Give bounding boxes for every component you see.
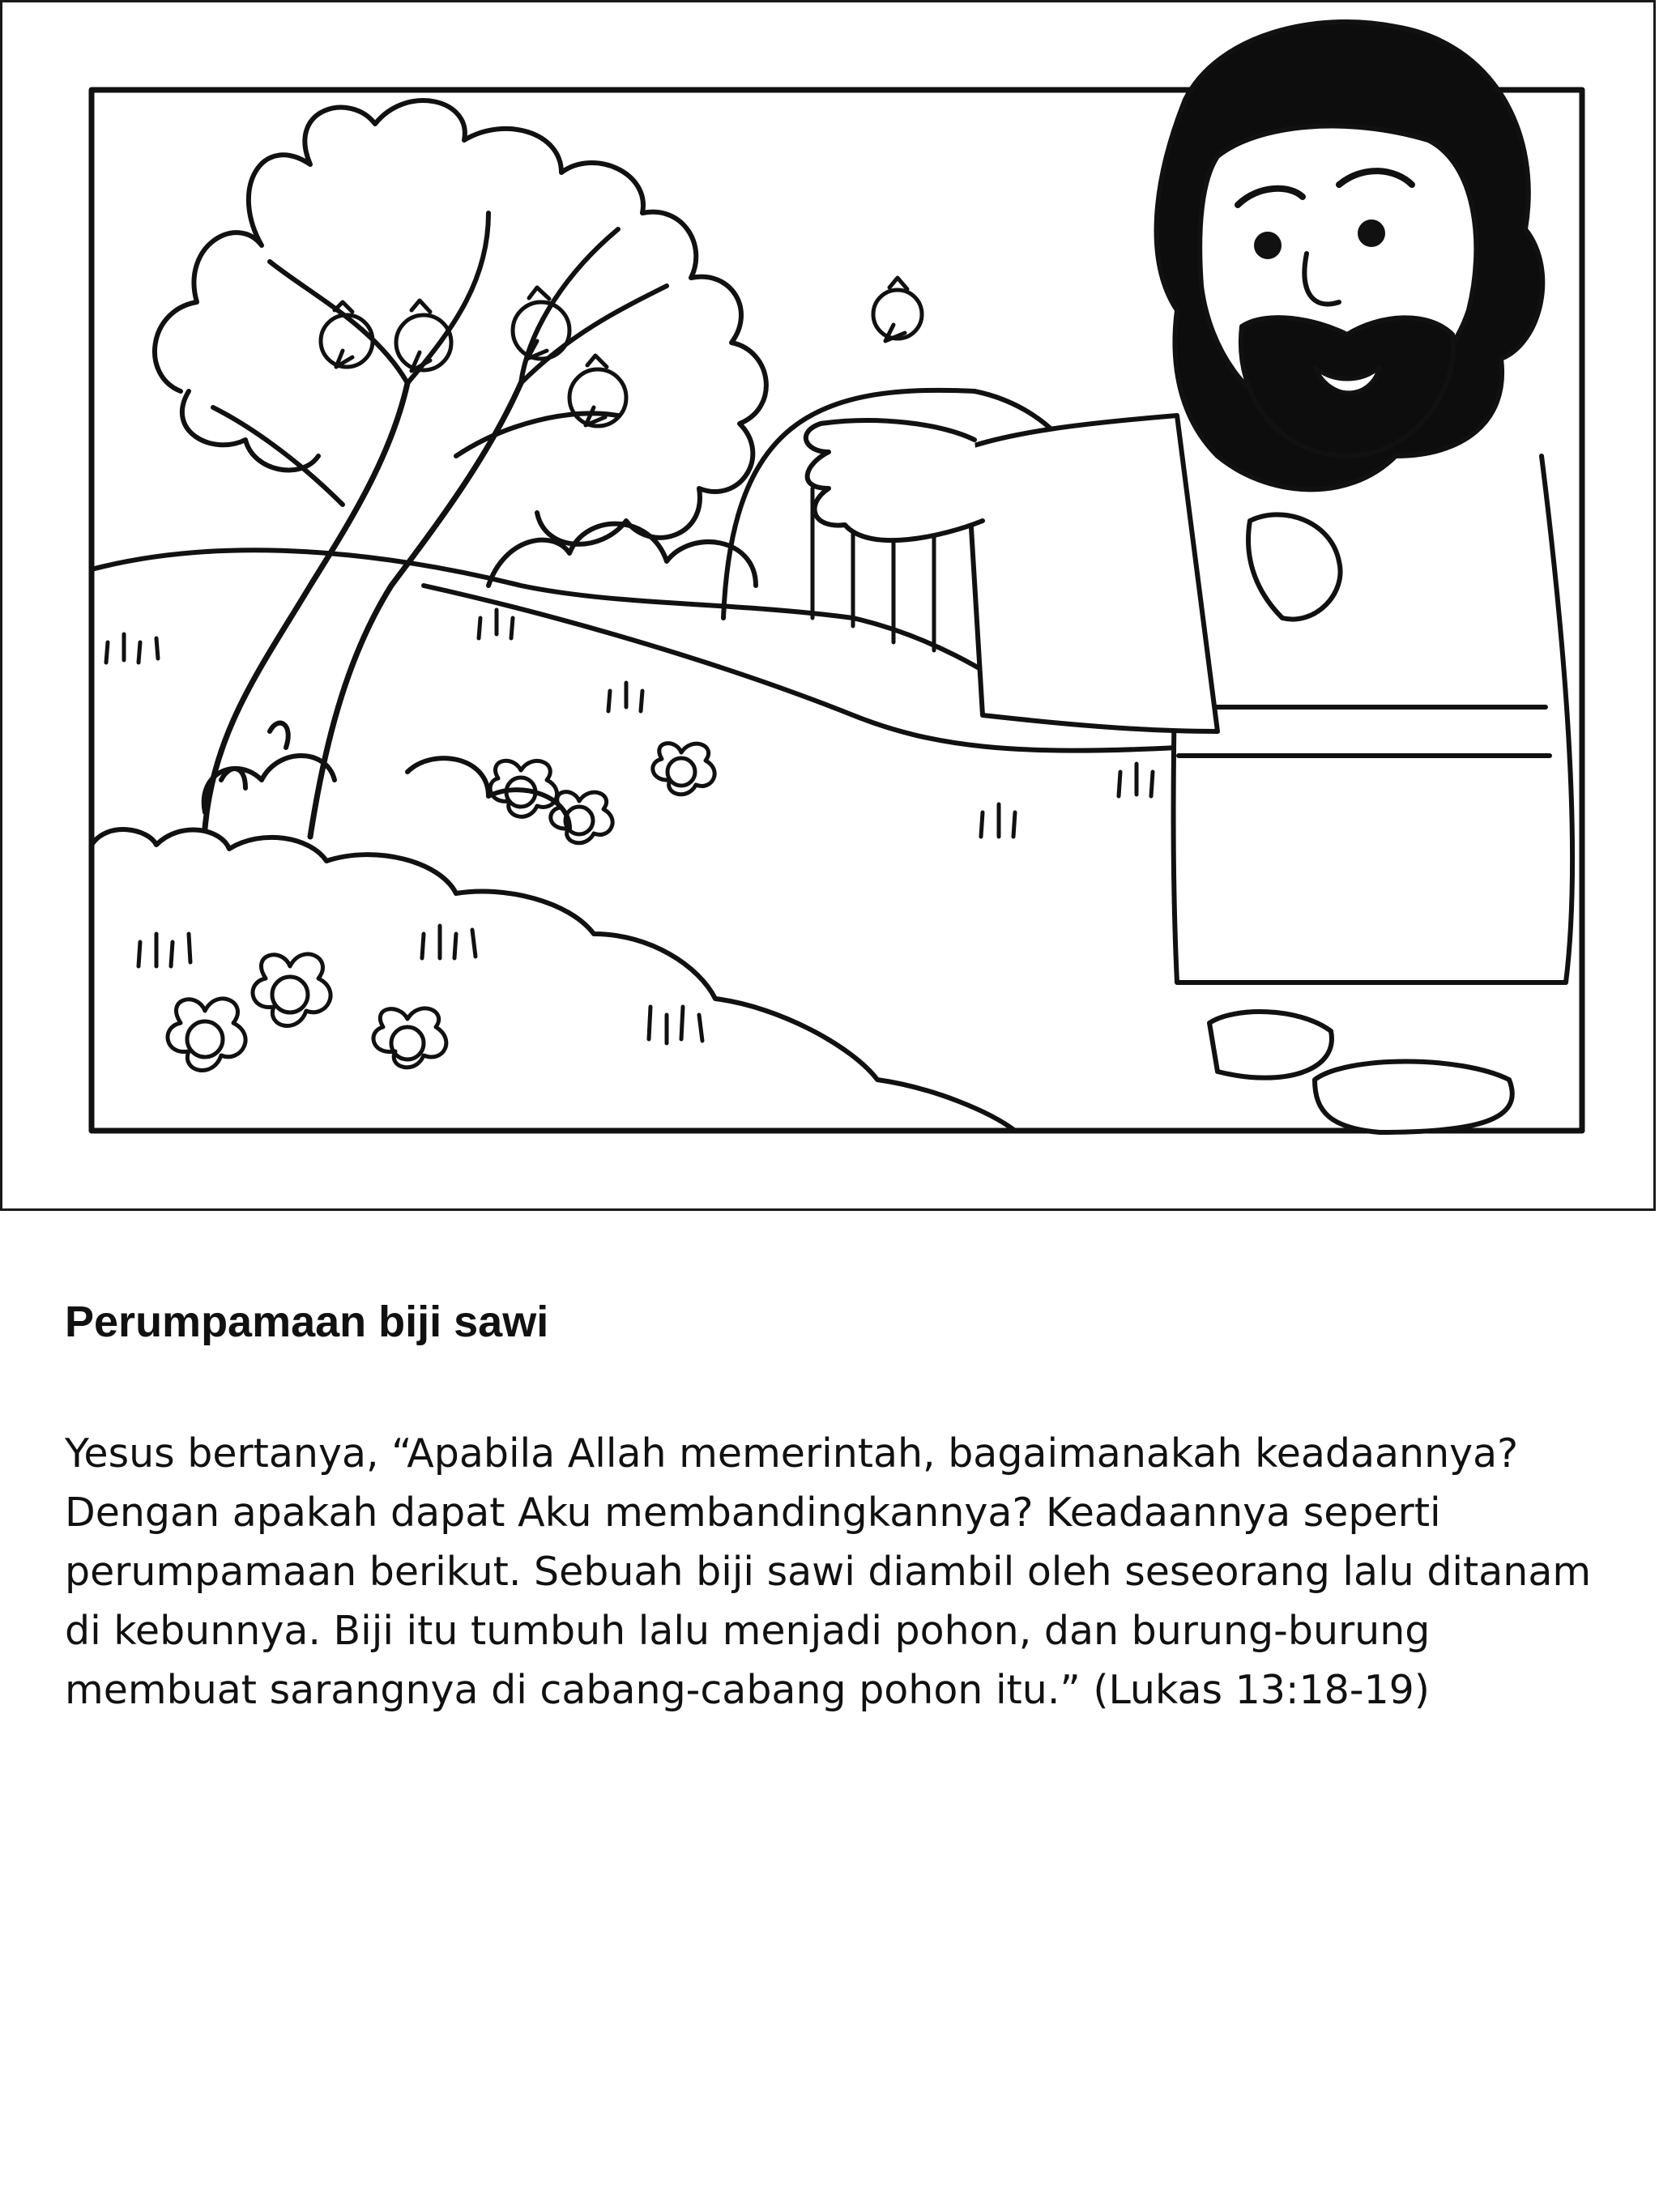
story-line: perumpamaan berikut. Sebuah biji sawi diambil oleh seseorang lalu ditanam <box>65 1549 1592 1595</box>
story-line: Yesus bertanya, “Apabila Allah memerintah, bagaimanakah keadaannya? <box>65 1430 1519 1477</box>
jesus-hand <box>806 420 983 540</box>
trunk-knots <box>221 723 288 788</box>
page-title: Perumpamaan biji sawi <box>65 1298 549 1346</box>
jesus-feet <box>1209 1012 1512 1132</box>
back-bush <box>488 524 756 586</box>
robe-sleeve <box>966 416 1218 731</box>
jesus-right-eye <box>1360 222 1383 245</box>
illustration-drawing <box>2 2 1656 1211</box>
jesus-robe <box>1174 456 1572 982</box>
foreground-bush <box>92 829 1015 1131</box>
lower-bush <box>204 756 569 829</box>
story-line: di kebunnya. Biji itu tumbuh lalu menjadi pohon, dan burung-burung <box>65 1608 1431 1654</box>
story-line: membuat sarangnya di cabang-cabang pohon itu.” (Lukas 13:18-19) <box>65 1667 1430 1713</box>
flowers <box>168 744 714 1071</box>
story-paragraph <box>65 1424 1604 1720</box>
tree-canopy <box>155 100 766 544</box>
jesus-left-eye <box>1256 234 1279 257</box>
story-line: Dengan apakah dapat Aku membandingkannya? Keadaannya seperti <box>65 1490 1441 1536</box>
